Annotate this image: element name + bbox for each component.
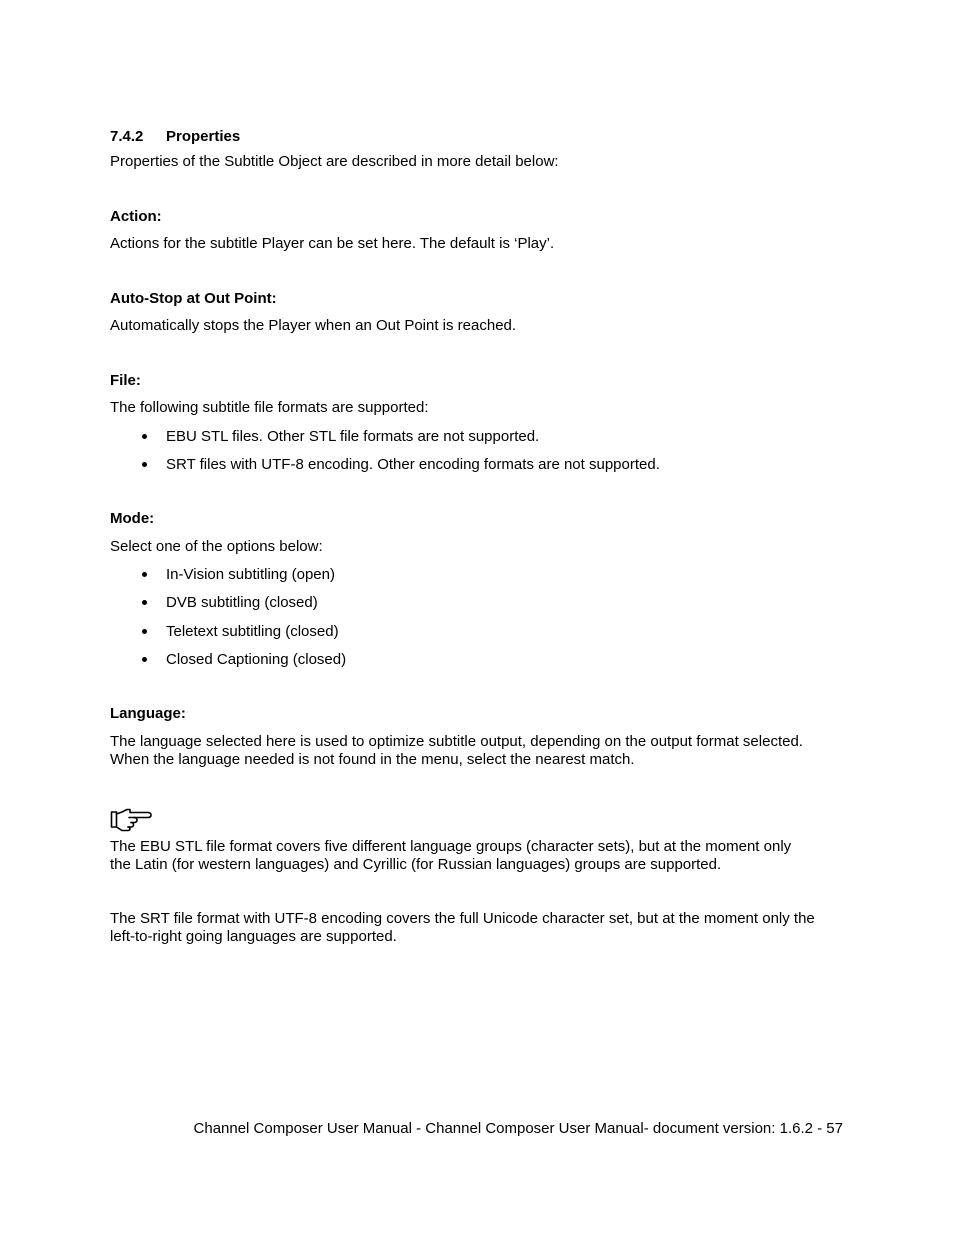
action-heading: Action: [110,208,162,225]
section-title: Properties [166,128,241,145]
note-para1-line: the Latin (for western languages) and Cyrillic (for Russian languages) groups are supported. [110,856,722,873]
note-para1-line: The EBU STL file format covers five different language groups (character sets), but at the moment only [110,838,792,855]
file-bullet-item: SRT files with UTF-8 encoding. Other encoding formats are not supported. [166,456,660,473]
action-text: Actions for the subtitle Player can be set here. The default is ‘Play’. [110,235,555,252]
bullet-icon [142,434,147,439]
mode-bullet-item: Closed Captioning (closed) [166,651,347,668]
file-text: The following subtitle file formats are supported: [110,399,429,416]
mode-text: Select one of the options below: [110,538,323,555]
file-heading: File: [110,372,141,389]
section-heading [110,128,240,146]
note-para2-line: The SRT file format with UTF-8 encoding covers the full Unicode character set, but at the moment only the [110,910,815,927]
language-heading: Language: [110,705,186,722]
language-text-line: The language selected here is used to optimize subtitle output, depending on the output format selected. [110,733,803,750]
pointing-hand-icon [110,806,152,832]
auto-stop-heading: Auto-Stop at Out Point: [110,290,277,307]
mode-bullet-item: Teletext subtitling (closed) [166,623,339,640]
page-footer: Channel Composer User Manual - Channel Composer User Manual- document version: 1.6.2 - 57 [193,1120,843,1137]
auto-stop-text: Automatically stops the Player when an Out Point is reached. [110,317,517,334]
bullet-icon [142,629,147,634]
section-intro: Properties of the Subtitle Object are described in more detail below: [110,153,559,170]
bullet-icon [142,600,147,605]
bullet-icon [142,657,147,662]
file-bullet-item: EBU STL files. Other STL file formats are not supported. [166,428,540,445]
section-number: 7.4.2 [110,128,144,145]
bullet-icon [142,462,147,467]
bullet-icon [142,572,147,577]
language-text-line: When the language needed is not found in the menu, select the nearest match. [110,751,635,768]
note-para2-line: left-to-right going languages are supported. [110,928,397,945]
mode-heading: Mode: [110,510,155,527]
mode-bullet-item: DVB subtitling (closed) [166,594,318,611]
mode-bullet-item: In-Vision subtitling (open) [166,566,335,583]
